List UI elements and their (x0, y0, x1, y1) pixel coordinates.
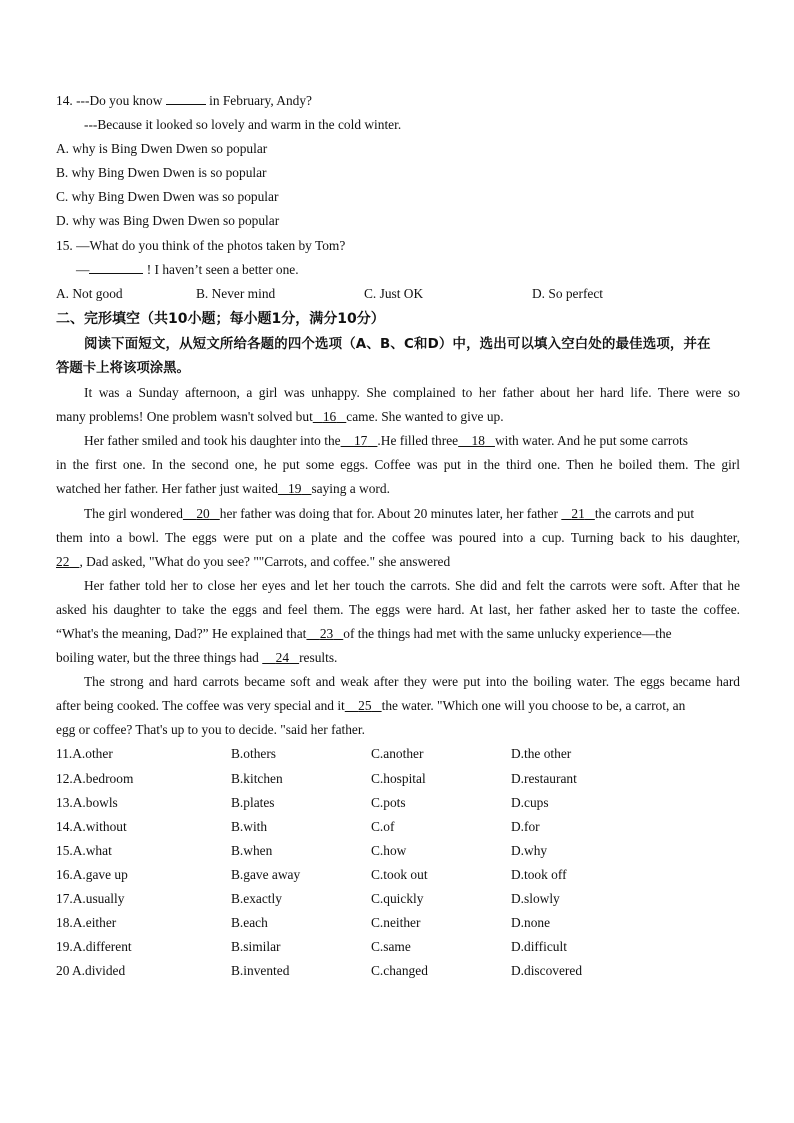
section2-instruction-line1: 阅读下面短文，从短文所给各题的四个选项（A、B、C和D）中，选出可以填入空白处的最佳选项，并在 (84, 336, 711, 352)
choice-row (56, 887, 740, 911)
choices-grid (56, 742, 740, 983)
passage-p3-line3: 22 , Dad asked, "What do you see? ""Carrots, and coffee." she answered (56, 553, 451, 569)
blank-25: 25 (358, 698, 372, 714)
choice-option: C.of (371, 818, 395, 834)
passage-p5-line1: The strong and hard carrots became soft and weak after they were put into the boiling water. The eggs became hard (84, 674, 740, 690)
choice-option: C.took out (371, 866, 428, 882)
choice-option: 14.A.without (56, 818, 127, 834)
choice-option: C.pots (371, 794, 406, 810)
choice-option: D.restaurant (511, 770, 577, 786)
choice-option: D.why (511, 842, 548, 858)
choice-option: D.slowly (511, 891, 560, 906)
choice-option: B.similar (231, 939, 281, 955)
choice-row (56, 863, 740, 887)
choice-option: 17.A.usually (56, 891, 125, 906)
choice-row (56, 815, 740, 839)
q14-answer: ---Because it looked so lovely and warm in the cold winter. (84, 117, 402, 133)
q14-option-c: C. why Bing Dwen Dwen was so popular (56, 189, 279, 205)
passage-p1-line1: It was a Sunday afternoon, a girl was unhappy. She complained to her father about her hard life. There were so (84, 385, 740, 401)
passage-p4-line2: asked his daughter to take the eggs and feel them. The eggs were hard. At last, her father asked her to taste the coffee. (56, 601, 740, 617)
section2-instruction-line2: 答题卡上将该项涂黑。 (56, 360, 190, 376)
q14-option-b: B. why Bing Dwen Dwen is so popular (56, 165, 267, 181)
choice-row (56, 742, 740, 766)
choice-option: B.others (231, 746, 277, 762)
blank-18: 18 (471, 433, 485, 449)
blank-19: 19 (288, 481, 302, 497)
choice-option: D.for (511, 818, 540, 834)
choice-option: C.same (371, 939, 411, 955)
choice-option: B.exactly (231, 891, 282, 906)
passage-p4-line3: “What's the meaning, Dad?” He explained that 23 of the things had met with the same unlucky experience—the (56, 625, 672, 641)
blank-20: 20 (196, 505, 210, 521)
passage-p1-line2: many problems! One problem wasn't solved but 16 came. She wanted to give up. (56, 409, 504, 425)
choice-option: D.discovered (511, 963, 583, 979)
passage-p3-line1: The girl wondered 20 her father was doing that for. About 20 minutes later, her father 21 the carrots and put (84, 505, 695, 521)
choice-option: B.invented (231, 963, 290, 979)
passage-p5-line3: egg or coffee? That's up to you to decide. "said her father. (56, 722, 365, 738)
choice-option: C.quickly (371, 891, 424, 906)
choice-option: D.took off (511, 866, 567, 882)
passage-p3-line2: them into a bowl. The eggs were put on a plate and the coffee was poured into a cup. Turning back to his daughter, (56, 529, 740, 545)
choice-row (56, 767, 740, 791)
choice-option: C.hospital (371, 770, 426, 786)
choice-option: C.how (371, 842, 407, 858)
choice-option: D.cups (511, 794, 549, 810)
choice-option: B.each (231, 915, 268, 931)
choice-row (56, 911, 740, 935)
passage-p4-line4: boiling water, but the three things had 24 results. (56, 650, 338, 666)
q15-options (56, 282, 740, 306)
choice-option: C.changed (371, 963, 428, 979)
passage-p2-line2: in the first one. In the second one, he put some eggs. Coffee was put in the third one. Then he boiled them. The girl (56, 457, 740, 473)
choice-option: D.the other (511, 746, 572, 762)
choice-option: B.kitchen (231, 770, 283, 786)
q15-option-d: D. So perfect (532, 285, 604, 301)
choice-option: 16.A.gave up (56, 866, 128, 882)
blank-16: 16 (322, 409, 337, 425)
choice-option: B.with (231, 818, 268, 834)
q14-blank (166, 90, 206, 105)
choice-option: B.plates (231, 794, 275, 810)
q14-stem-post: in February, Andy? (209, 93, 312, 108)
q15-option-c: C. Just OK (364, 285, 424, 301)
choice-option: 13.A.bowls (56, 794, 118, 810)
q14-option-d: D. why was Bing Dwen Dwen so popular (56, 213, 280, 229)
q15-stem: 15. —What do you think of the photos taken by Tom? (56, 237, 346, 253)
choice-row (56, 935, 740, 959)
blank-17: 17 (353, 433, 368, 449)
blank-23: 23 (319, 625, 334, 641)
choice-option: 12.A.bedroom (56, 770, 134, 786)
choice-option: 15.A.what (56, 842, 112, 858)
q15-blank (89, 259, 143, 274)
choice-option: 19.A.different (56, 939, 132, 955)
choice-option: D.difficult (511, 939, 567, 955)
q14-stem-pre: 14. ---Do you know (56, 93, 163, 108)
exam-page (56, 89, 740, 983)
choice-option: 18.A.either (56, 915, 117, 931)
passage-p5-line2: after being cooked. The coffee was very special and it 25 the water. "Which one will you choose to be, a carrot, an (56, 698, 686, 714)
choice-option: C.another (371, 746, 424, 762)
blank-24: 24 (275, 650, 290, 666)
choice-option: C.neither (371, 915, 421, 931)
blank-22: 22 (56, 553, 70, 569)
q15-reply: — ! I haven’t seen a better one. (56, 258, 740, 282)
choice-row (56, 791, 740, 815)
passage-p2-line3: watched her father. Her father just waited 19 saying a word. (56, 481, 390, 497)
choice-option: 11.A.other (56, 746, 113, 762)
blank-21: 21 (571, 505, 585, 521)
section2-heading: 二、完形填空（共10小题；每小题1分，满分10分） (56, 310, 385, 327)
choice-option: 20 A.divided (56, 963, 126, 979)
choice-option: B.gave away (231, 866, 301, 882)
passage-p4-line1: Her father told her to close her eyes and let her touch the carrots. She did and felt the carrots were soft. After that he (84, 577, 740, 593)
q15-option-b: B. Never mind (196, 285, 276, 301)
q14-stem (56, 89, 740, 113)
q15-reply-post: ! I haven’t seen a better one. (146, 261, 299, 277)
choice-row (56, 839, 740, 863)
choice-row (56, 959, 740, 983)
q15-option-a: A. Not good (56, 285, 123, 301)
passage-p2-line1: Her father smiled and took his daughter into the 17 .He filled three 18 with water. And he put some carrots (84, 433, 688, 449)
choice-option: D.none (511, 915, 551, 931)
choice-option: B.when (231, 842, 273, 858)
q14-option-a: A. why is Bing Dwen Dwen so popular (56, 141, 268, 157)
